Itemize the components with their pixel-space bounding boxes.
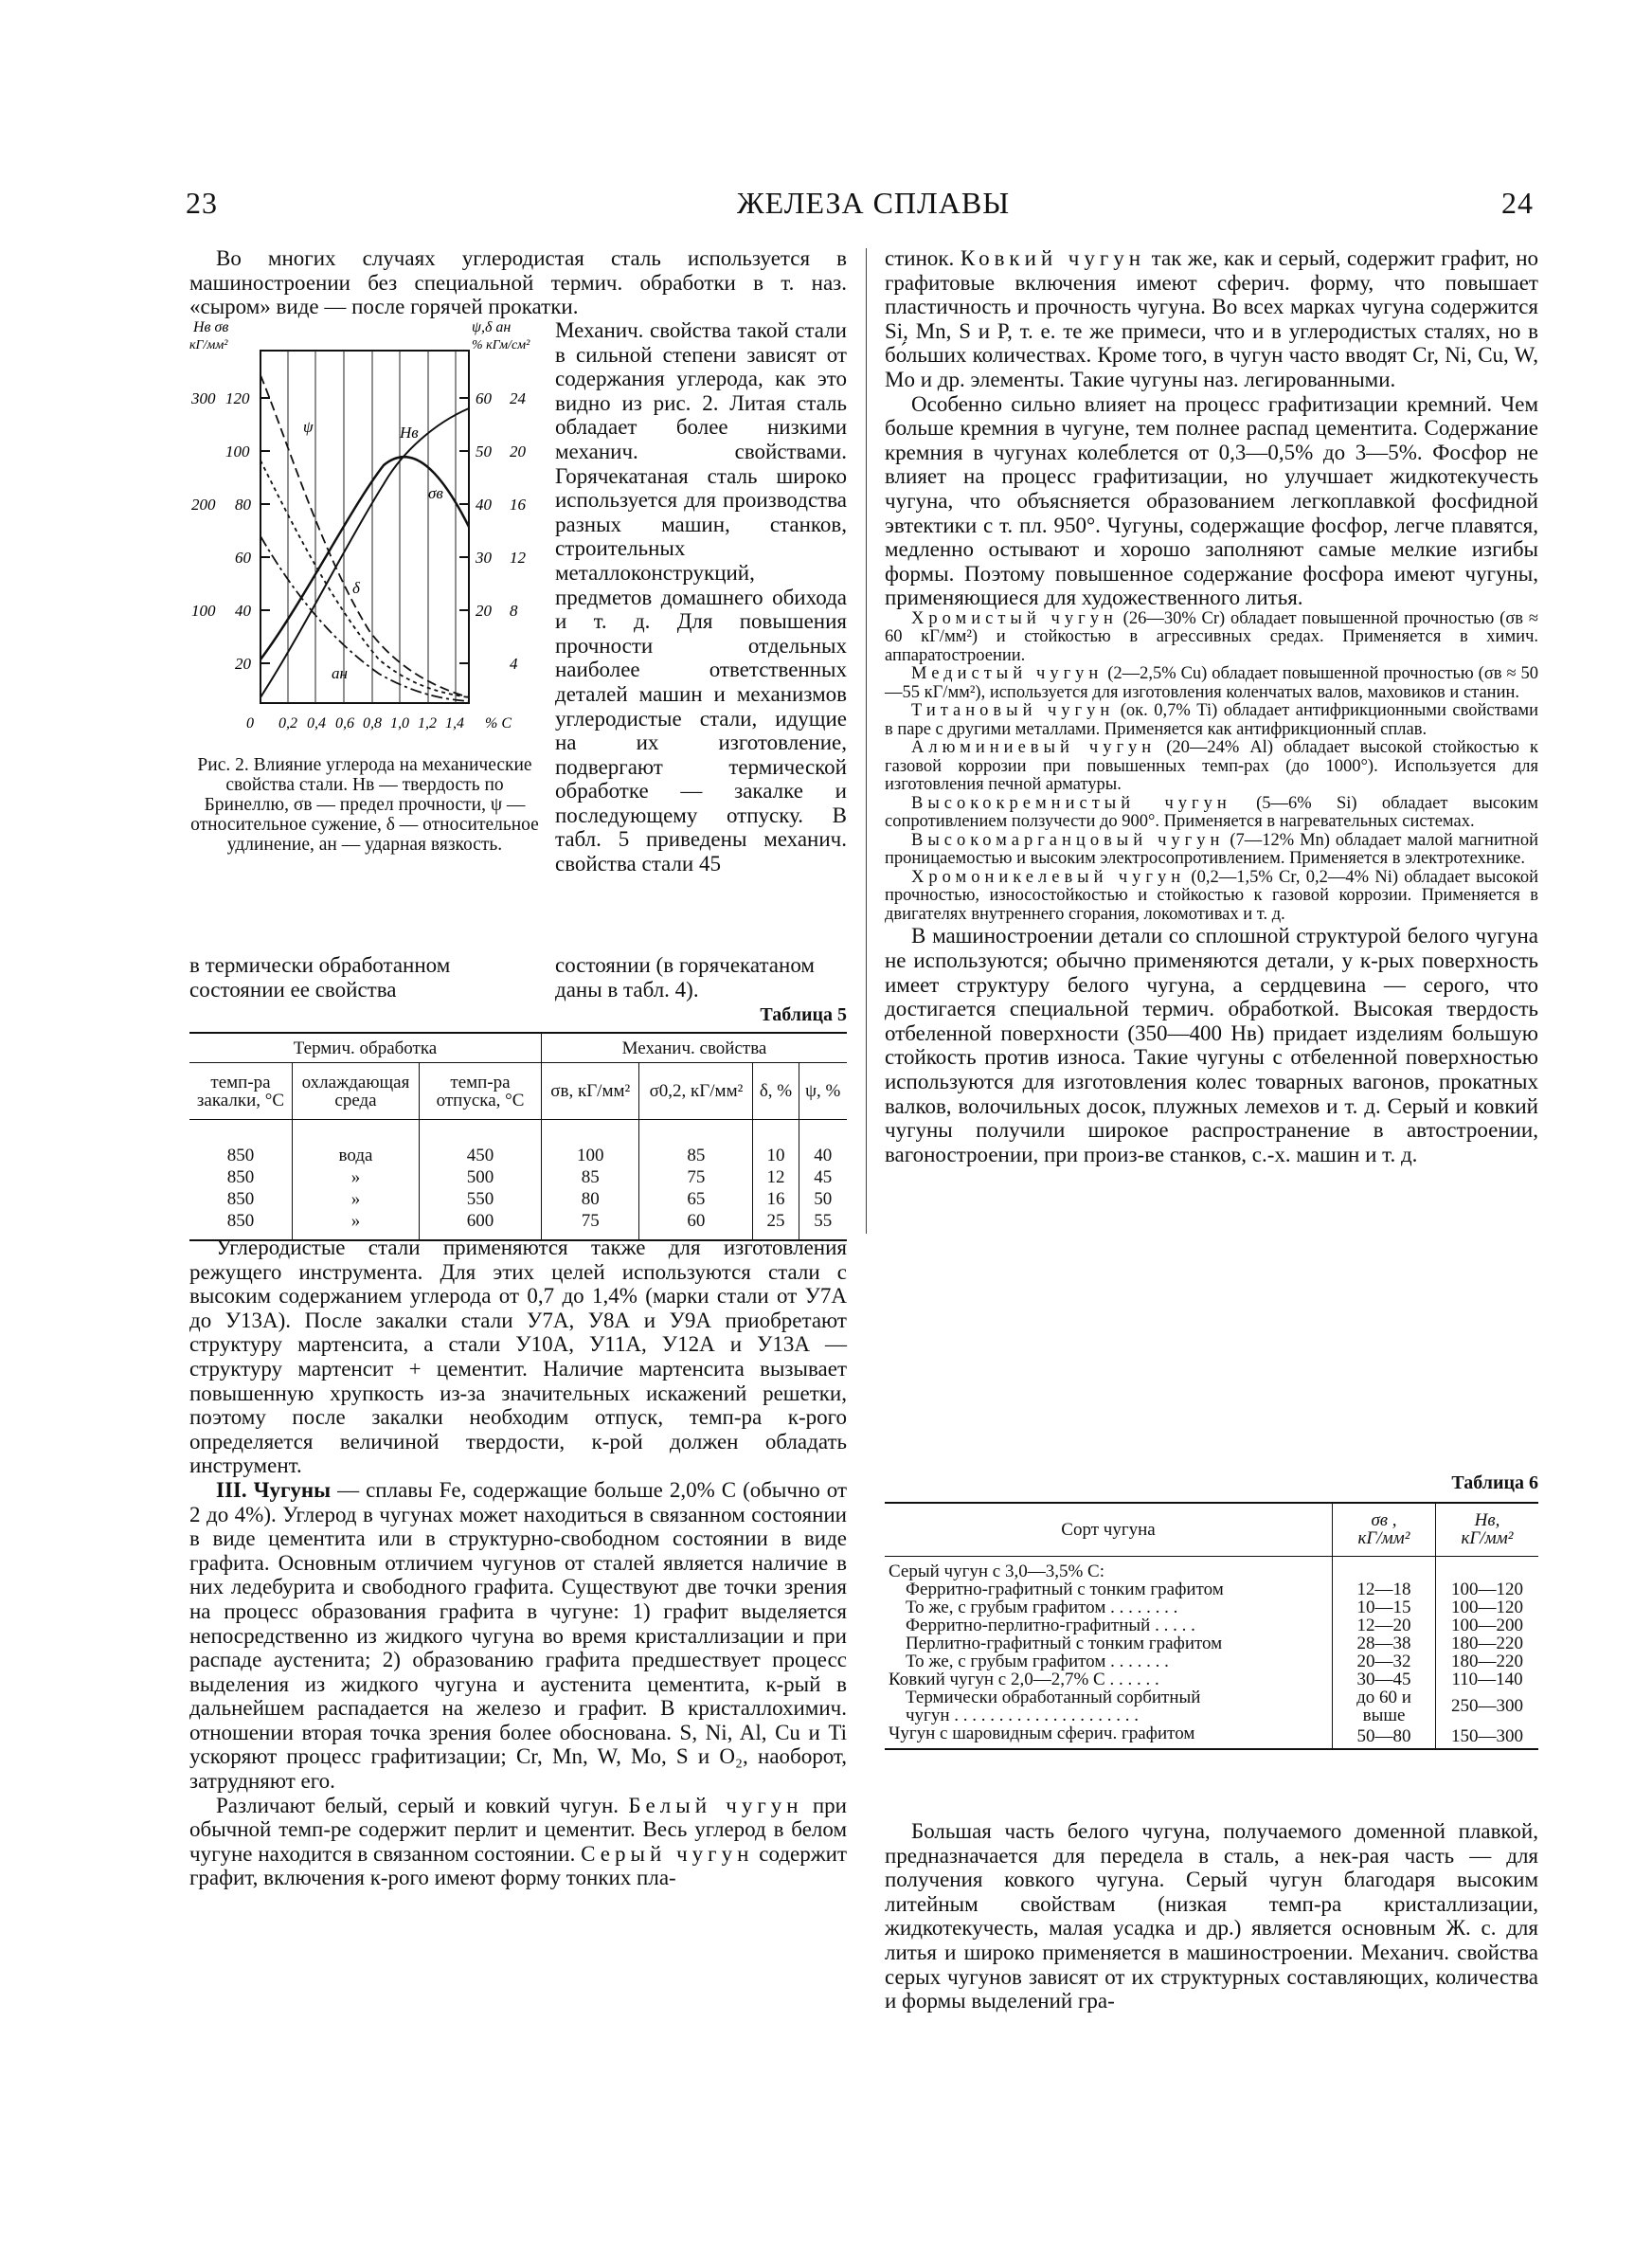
- table-cell: 100—120: [1451, 1597, 1523, 1617]
- alloy-description: (2—2,5% Cu) обладает повышенной прочностью (σв ≈ 50—55 кГ/мм²), используется для изготовления коленчатых валов, маховиков и станин.: [885, 664, 1539, 702]
- alloy-description: (26—30% Cr) обладает повышенной прочностью (σв ≈ 60 кГ/мм²) и стойкостью в агрессивных средах. Применяется в химич. аппаратостроении.: [885, 608, 1538, 665]
- figure-2: [189, 318, 540, 855]
- table-row: [885, 1580, 1538, 1598]
- term-malleable-iron: Ковкий чугун: [960, 246, 1146, 270]
- tick-x-10: 1,0: [390, 715, 409, 731]
- table-cell: 12—20: [1333, 1616, 1436, 1634]
- tick-an-16: 16: [510, 496, 526, 514]
- table-cell: 850: [189, 1188, 293, 1210]
- table-6-caption: Таблица 6: [1451, 1472, 1538, 1493]
- tick-pct-30: 30: [476, 549, 492, 567]
- tick-pct-50: 50: [476, 442, 492, 460]
- table-cell: 450: [420, 1120, 542, 1167]
- x-axis-label: % C: [485, 715, 512, 731]
- tick-x-04: 0,4: [307, 715, 326, 731]
- label-sigma: σв: [428, 484, 443, 502]
- table-5-group-mech: Механич. свойства: [621, 1038, 767, 1058]
- paragraph-final: Большая часть белого чугуна, получаемого доменной плавкой, предназначается для передела в сталь, а нек-рая часть — для получения ковкого чугуна. Серый чугун благодаря высоким литейным свойствам (низкая темп-ра кристаллизации, жидкотекучесть, малая усадка и др.) является основным Ж. с. для литья и широко применяется в машиностроении. Механич. свойства серых чугунов зависят от их структурных составляющих, количества и формы выделений гра-: [885, 1819, 1538, 2013]
- table-cell: То же, с грубым графитом . . . . . . . .: [885, 1598, 1333, 1616]
- table-6-group-grey: Серый чугун с 3,0—3,5% C:: [885, 1556, 1333, 1580]
- table-row: [885, 1652, 1538, 1670]
- paragraph-white-iron: В машиностроении детали со сплошной структурой белого чугуна не используются; обычно применяются детали, у к-рых поверхность имеет структуру белого чугуна, а сердцевина — серого, что достигается специальной термич. обработкой. Высокая твердость отбеленной поверхности (350—400 Hв) придает изделиям большую стойкость против износа. Такие чугуны с отбеленной поверхностью используются для изготовления колес товарных вагонов, прокатных валков, волочильных досок, плужных лемехов и т. д. Серый и ковкий чугуны получили широкое распространение в автостроении, вагоностроении, при произ-ве станков, с.-х. машин и т. д.: [885, 924, 1538, 1166]
- table-cell: 100: [542, 1120, 639, 1167]
- tick-pct-20: 20: [476, 602, 492, 620]
- types-text-2: при обычной темп-ре содержит перлит и цементит. Весь углерод в белом чугуне находится в связанном состоянии.: [189, 1793, 847, 1866]
- table-cell: 25: [753, 1210, 799, 1240]
- table-cell: Перлитно-графитный с тонким графитом: [885, 1634, 1333, 1652]
- table-cell: »: [293, 1188, 420, 1210]
- table-cell: 65: [639, 1188, 753, 1210]
- malleable-text-1: стинок.: [885, 246, 961, 270]
- tick-sigma-20: 20: [235, 655, 251, 673]
- tick-x-14: 1,4: [445, 715, 464, 731]
- tick-an-12: 12: [510, 549, 526, 567]
- table-5-h-delta: δ, %: [753, 1063, 799, 1120]
- alloy-description: (7—12% Mn) обладает малой магнитной проницаемостью и высоким электросопротивлением. Применяется в электротехнике.: [885, 830, 1538, 869]
- table-cell: 850: [189, 1120, 293, 1167]
- table-6-row-kovk-name: Ковкий чугун с 2,0—2,7% C . . . . . .: [885, 1670, 1333, 1688]
- table-5-body: [189, 1120, 847, 1241]
- table-5-grid: [189, 1032, 847, 1241]
- right-column-lower: [885, 1819, 1538, 2013]
- alloy-list: [885, 610, 1538, 925]
- alloy-item: [885, 739, 1538, 795]
- table-cell: 10: [753, 1120, 799, 1167]
- y-left-units: кГ/мм²: [189, 338, 228, 352]
- table-cell: 12—18: [1333, 1580, 1436, 1598]
- tick-sigma-100: 100: [225, 442, 250, 460]
- tick-pct-40: 40: [476, 496, 492, 514]
- text-after-figure-left: [189, 953, 530, 1002]
- heading-cast-iron: III. Чугуны: [216, 1477, 332, 1502]
- table-cell: 28—38: [1333, 1634, 1436, 1652]
- table-6-h-sigma-units: кГ/мм²: [1357, 1528, 1410, 1549]
- alloy-name: Хромоникелевый чугун: [911, 867, 1186, 887]
- tick-sigma-120: 120: [225, 389, 250, 407]
- table-6-row-kovk-hb: 110—140: [1451, 1669, 1523, 1689]
- tick-hb-300: 300: [191, 389, 216, 407]
- table-6-row-term-sigma: [1333, 1688, 1436, 1724]
- y-right-units: % кГм/см²: [472, 338, 530, 352]
- paragraph-carbon-tool: Углеродистые стали применяются также для изготовления режущего инструмента. Для этих целей используются стали с высоким содержанием углерода от 0,7 до 1,4% (марки стали от У7А до У13А). После закалки стали У7А, У8А и У9А приобретают структуру мартенсита, а стали У10А, У11А, У12А и У13А — структуру мартенсит + цементит. Наличие мартенсита вызывает повышенную хрупкость из-за значительных искажений решетки, поэтому после закалки необходим отпуск, темп-ра к-рого определяется величиной твердости, к-рой должен обладать инструмент.: [189, 1236, 847, 1478]
- table-cell: 85: [542, 1166, 639, 1188]
- table-cell: 850: [189, 1210, 293, 1240]
- table-cell: 12: [753, 1166, 799, 1188]
- label-delta: δ: [352, 579, 360, 597]
- table-6-row-kovk-sigma: 30—45: [1333, 1670, 1436, 1688]
- tick-an-8: 8: [510, 602, 518, 620]
- label-an: aн: [332, 664, 348, 682]
- table-6-h-hb-sym: Hв,: [1474, 1510, 1500, 1531]
- types-text-1: Различают белый, серый и ковкий чугун.: [216, 1793, 629, 1817]
- table-cell: 100—200: [1451, 1615, 1523, 1635]
- alloy-item: [885, 702, 1538, 739]
- tick-hb-200: 200: [191, 496, 216, 514]
- table-row: [189, 1120, 847, 1167]
- table-cell: 100—120: [1451, 1579, 1523, 1599]
- alloy-item: [885, 610, 1538, 666]
- alloy-description: (ок. 0,7% Ti) обладает антифрикционными свойствами в паре с другими металлами. Применяется как антифрикционный сплав.: [885, 701, 1538, 739]
- table-cell: То же, с грубым графитом . . . . . . .: [885, 1652, 1333, 1670]
- figure-caption-text: Рис. 2. Влияние углерода на механические свойства стали. Hв — твердость по Бринеллю, σв — предел прочности, ψ — относительное сужение, δ — относительное удлинение, aн — ударная вязкость.: [190, 755, 539, 855]
- table-cell: вода: [293, 1120, 420, 1167]
- table-5-h-sigma-b: σв, кГ/мм²: [542, 1063, 639, 1120]
- table-cell: 600: [420, 1210, 542, 1240]
- table-5-caption: Таблица 5: [760, 1004, 847, 1025]
- table-6-row-sphere-sigma: 50—80: [1333, 1724, 1436, 1749]
- table-cell: 45: [814, 1167, 833, 1187]
- table-cell: 80: [542, 1188, 639, 1210]
- table-cell: Ферритно-перлитно-графитный . . . . .: [885, 1616, 1333, 1634]
- tick-an-4: 4: [510, 655, 518, 673]
- table-6-h-sigma-sym: σв ,: [1371, 1510, 1397, 1531]
- table-6-row-term-hb: 250—300: [1451, 1696, 1523, 1716]
- paragraph-beside-figure: Механич. свойства такой стали в сильной степени зависят от содержания углерода, как это видно из рис. 2. Литая сталь обладает более низкими механич. свойствами. Горячекатаная сталь широко используется для производства разных машин, станков, строительных металлоконструкций, предметов домашнего обихода и т. д. Для повышения прочности отдельных наиболее ответственных деталей машин и механизмов углеродистые стали, идущие на их изготовление, подвергают термической обработке — закалке и последующему отпуску. В табл. 5 приведены механич. свойства стали 45: [555, 318, 847, 876]
- table-5-h-quench-temp: темп-ра закалки, °C: [189, 1063, 293, 1120]
- alloy-name: Титановый чугун: [911, 701, 1115, 721]
- alloy-name: Медистый чугун: [911, 664, 1104, 684]
- text-after-figure-right: [555, 953, 847, 1002]
- table-row: [189, 1166, 847, 1188]
- left-column-intro: [189, 246, 847, 319]
- label-psi: ψ: [303, 418, 314, 436]
- alloy-item: [885, 665, 1538, 702]
- table-6-grid: [885, 1502, 1538, 1750]
- table-6-h-hb: [1436, 1503, 1539, 1556]
- table-cell: 850: [189, 1166, 293, 1188]
- table-6-row-term-name: [885, 1688, 1333, 1724]
- table-cell: 55: [814, 1211, 833, 1231]
- table-cell: 50: [814, 1189, 833, 1209]
- curve-impact-toughness: [260, 536, 469, 701]
- tick-an-20: 20: [510, 442, 526, 460]
- table-6: [885, 1472, 1538, 1750]
- tick-sigma-40: 40: [235, 602, 251, 620]
- alloy-item: [885, 832, 1538, 869]
- malleable-text-2: так же, как и серый, содержит графит, но графитовые включения имеют сферич. форму, что повышает пластичность и прочность чугуна. Во всех марках чугуна содержится Si, Mn, S и P, т. е. те же примеси, что и в углеродистых сталях, но в бо́льших количествах. Кроме того, в чугун часто вводят Cr, Ni, Cu, W, Mo и др. элементы. Такие чугуны наз. легированными.: [885, 246, 1538, 391]
- paragraph-cast-iron: [189, 1478, 847, 1794]
- term-white-iron: Белый чугун: [628, 1793, 803, 1817]
- running-title: ЖЕЛЕЗА СПЛАВЫ: [737, 186, 1011, 220]
- alloy-description: (0,2—1,5% Cr, 0,2—4% Ni) обладает высокой прочностью, износостойкостью и стойкостью к газовой коррозии. Применяется в двигателях внутреннего сгорания, локомотивах и т. д.: [885, 867, 1539, 924]
- alloy-item: [885, 795, 1538, 832]
- table-6-row-term-s1: до 60 и: [1356, 1687, 1411, 1707]
- tick-pct-60: 60: [476, 389, 492, 407]
- table-cell: 180—220: [1451, 1651, 1523, 1671]
- table-cell: 20—32: [1333, 1652, 1436, 1670]
- table-5-group-heat: Термич. обработка: [189, 1033, 542, 1063]
- column-divider: [866, 248, 867, 1234]
- table-5: [189, 1004, 847, 1241]
- alloy-name: Высокомарганцовый чугун: [911, 830, 1225, 850]
- text-beside-figure: [555, 318, 847, 876]
- page-number-left: 23: [186, 186, 218, 220]
- cast-iron-text: — сплавы Fe, содержащие больше 2,0% C (обычно от 2 до 4%). Углерод в чугунах может находиться в связанном состоянии в виде цементита или в структурно-свободном состоянии в виде графита. Основным отличием чугунов от сталей является наличие в них ледебурита и свободного графита. Существуют две точки зрения на процесс образования графита в чугуне: 1) графит выделяется непосредственно из жидкого чугуна во время кристаллизации и при распаде аустенита; 2) образованию графита предшествует процесс выделения из жидкого чугуна и аустенита цементита, к-рый в дальнейшем распадается на железо и графит. В кристаллохимич. отношении вторая точка зрения более обоснована. S, Ni, Al, Cu и Ti ускоряют процесс графитизации; Cr, Mn, W, Mo, S и O₂, наоборот, затрудняют его.: [189, 1477, 847, 1794]
- tick-hb-100: 100: [191, 602, 216, 620]
- curve-hardness: [260, 408, 469, 697]
- table-6-body: [885, 1580, 1538, 1670]
- table-6-h-hb-units: кГ/мм²: [1461, 1528, 1514, 1549]
- y-right-title: ψ,δ aн: [472, 319, 512, 335]
- table-cell: 10—15: [1333, 1598, 1436, 1616]
- tick-x-06: 0,6: [335, 715, 354, 731]
- alloy-item: [885, 869, 1538, 925]
- alloy-description: (5—6% Si) обладает высоким сопротивлением ползучести до 900°. Применяется в нагревательных системах.: [885, 793, 1538, 832]
- table-cell: Ферритно-графитный с тонким графитом: [885, 1580, 1333, 1598]
- table-row: [885, 1598, 1538, 1616]
- axis-ticks: [260, 398, 469, 663]
- table-cell: 180—220: [1451, 1633, 1523, 1653]
- table-cell: 16: [753, 1188, 799, 1210]
- paragraph-malleable: [885, 246, 1538, 392]
- figure-2-chart: [189, 318, 540, 735]
- curve-reduction-area: [260, 375, 469, 697]
- table-cell: 500: [420, 1166, 542, 1188]
- table-row: [885, 1616, 1538, 1634]
- table-row: [189, 1188, 847, 1210]
- paragraph-cast-iron-types: [189, 1794, 847, 1890]
- figure-caption: [189, 755, 540, 855]
- tick-an-24: 24: [510, 389, 526, 407]
- table-cell: 85: [639, 1120, 753, 1167]
- table-cell: 75: [542, 1210, 639, 1240]
- plot-frame: [260, 351, 469, 703]
- paragraph-intro: Во многих случаях углеродистая сталь используется в машиностроении без специальной термич. обработки в т. наз. «сыром» виде — после горячей прокатки.: [189, 246, 847, 319]
- table-cell: 40: [814, 1146, 833, 1165]
- tick-x-08: 0,8: [363, 715, 382, 731]
- table-cell: 550: [420, 1188, 542, 1210]
- table-6-row-sphere-name: Чугун с шаровидным сферич. графитом: [885, 1724, 1333, 1749]
- table-cell: »: [293, 1166, 420, 1188]
- tick-sigma-60: 60: [235, 549, 251, 567]
- tick-x-12: 1,2: [418, 715, 437, 731]
- paragraph-silicon: Особенно сильно влияет на процесс графитизации кремний. Чем больше кремния в чугуне, тем полнее распад цементита. Содержание кремния в чугунах колеблется от 0,3—0,5% до 3—5%. Фосфор не влияет на процесс графитизации, но улучшает жидкотекучесть чугуна, что объясняется образованием легкоплавкой фосфидной эвтектики с т. пл. 950°. Чугуны, содержащие фосфор, легче плавятся, медленно остывают и хорошо заполняют самые мелкие изгибы формы. Поэтому повышенное содержание фосфора имеют чугуны, применяющиеся для художественного литья.: [885, 391, 1538, 610]
- table-6-row-term-line2: чугун . . . . . . . . . . . . . . . . . . . . .: [906, 1705, 1140, 1725]
- table-5-h-temper-temp: темп-ра отпуска, °C: [420, 1063, 542, 1120]
- paragraph-after-figure-left: в термически обработанном состоянии ее свойства: [189, 953, 451, 1002]
- table-cell: 75: [639, 1166, 753, 1188]
- tick-x-02: 0,2: [278, 715, 297, 731]
- alloy-name: Хромистый чугун: [911, 608, 1118, 628]
- table-6-row-term-s2: выше: [1362, 1705, 1406, 1725]
- table-row: [885, 1634, 1538, 1652]
- table-cell: »: [293, 1210, 420, 1240]
- paragraph-after-figure-right: состоянии (в горячекатаном даны в табл. 4).: [555, 953, 815, 1002]
- types-text-3: содержит графит, включения к-рого имеют форму тонких пла-: [189, 1841, 847, 1890]
- left-column-lower: [189, 1236, 847, 1890]
- right-column: [885, 246, 1538, 1166]
- table-6-row-sphere-hb: 150—300: [1451, 1725, 1523, 1746]
- table-6-h-sigma: [1333, 1503, 1436, 1556]
- table-6-h-grade: Сорт чугуна: [885, 1503, 1333, 1556]
- table-5-h-psi: ψ, %: [805, 1081, 841, 1101]
- alloy-description: (20—24% Al) обладает высокой стойкостью к газовой коррозии при повышенных темп-рах (до 1000°). Используется для изготовления печной арматуры.: [885, 738, 1538, 795]
- y-left-title: Hв σв: [193, 319, 229, 335]
- table-6-row-term-line1: Термически обработанный сорбитный: [906, 1687, 1201, 1707]
- page-number-right: 24: [1501, 186, 1534, 220]
- tick-x-0: 0: [246, 715, 254, 731]
- table-5-h-sigma-02: σ0,2, кГ/мм²: [639, 1063, 753, 1120]
- table-cell: 60: [639, 1210, 753, 1240]
- table-5-h-cooling: охлаждающая среда: [293, 1063, 420, 1120]
- alloy-name: Алюминиевый чугун: [911, 738, 1157, 758]
- alloy-name: Высококремнистый чугун: [911, 793, 1231, 813]
- tick-sigma-80: 80: [235, 496, 251, 514]
- label-hb: Hв: [400, 424, 419, 442]
- term-grey-iron: Серый чугун: [581, 1841, 754, 1866]
